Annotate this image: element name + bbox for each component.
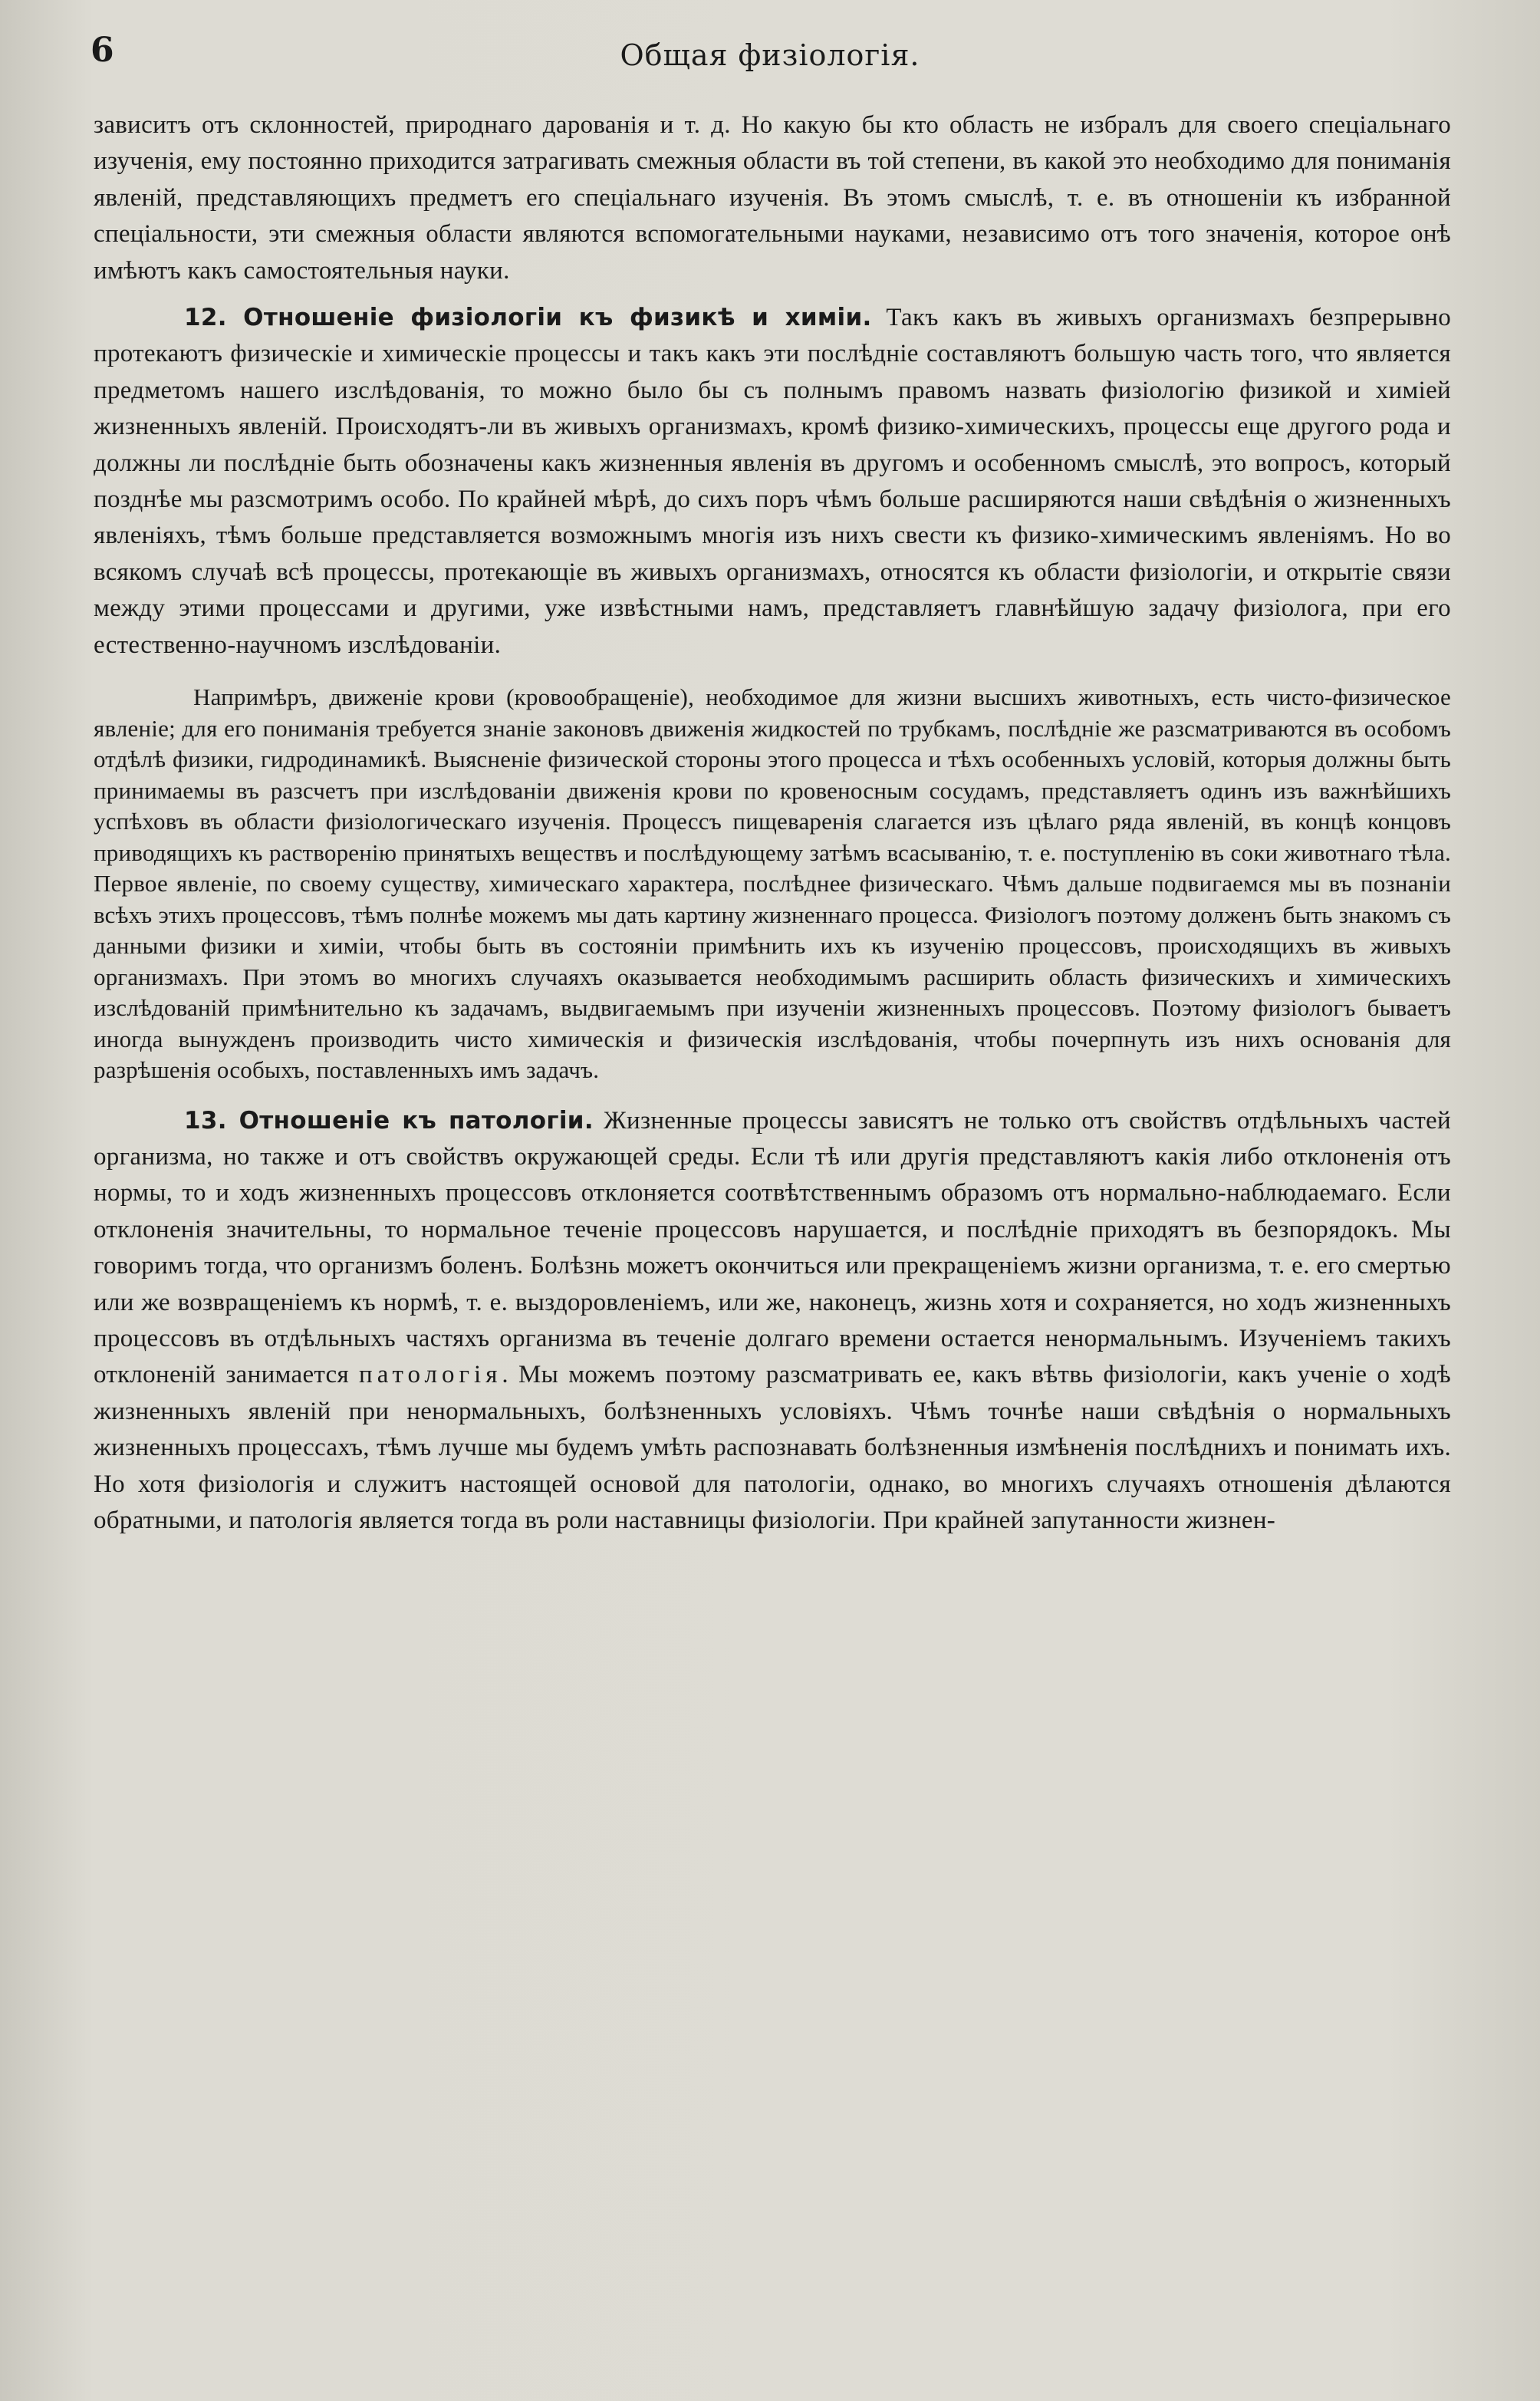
pathology-term: патологія — [359, 1361, 502, 1389]
section-13-text-before: Жизненные процессы зависятъ не только отъ свойствъ отдѣльныхъ частей организма, но также и отъ свойствъ окружающей среды. Если тѣ или другія представляютъ какія либо отклоненія отъ нормы, то и ходъ жизненныхъ процессовъ отклоняется соотвѣтственнымъ образомъ отъ нормально-наблюдаемаго. Если отклоненія значительны, то нормальное теченіе процессовъ нарушается, и послѣдніе приходятъ въ безпорядокъ. Мы говоримъ тогда, что организмъ боленъ. Болѣзнь можетъ окончиться или прекращеніемъ жизни организма, т. е. его смертью или же возвращеніемъ къ нормѣ, т. е. выздоровленіемъ, или же, наконецъ, жизнь хотя и сохраняется, но ходъ жизненныхъ процессовъ въ отдѣльныхъ частяхъ организма въ теченіе долгаго времени остается ненормальнымъ. Изученіемъ такихъ отклоненій занимается — [94, 1106, 1451, 1389]
section-12-heading: 12. Отношеніе физіологіи къ физикѣ и химіи. — [184, 304, 872, 332]
section-12-paragraph — [94, 300, 1451, 664]
section-13-paragraph — [94, 1103, 1451, 1540]
section-13-heading: 13. Отношеніе къ патологіи. — [184, 1106, 594, 1135]
running-head: Общая физіологія. — [620, 38, 920, 72]
page-body — [94, 107, 1451, 1539]
paragraph-continued: зависитъ отъ склонностей, природнаго дарованія и т. д. Но какую бы кто область не избралъ для своего спеціальнаго изученія, ему постоянно приходится затрагивать смежныя области въ той степени, въ какой это необходимо для пониманія явленій, представляющихъ предметъ его спеціальнаго изученія. Въ этомъ смыслѣ, т. е. въ отношеніи къ избранной спеціальности, эти смежныя области являются вспомогательными науками, независимо отъ того значенія, которое онѣ имѣютъ какъ самостоятельныя науки. — [94, 111, 1451, 285]
section-12-text: Такъ какъ въ живыхъ организмахъ безпрерывно протекаютъ физическіе и химическіе процессы и такъ какъ эти послѣдніе составляютъ большую часть того, что является предметомъ нашего изслѣдованія, то можно было бы съ полнымъ правомъ назвать физіологію физикой и химіей жизненныхъ явленій. Происходятъ-ли въ живыхъ организмахъ, кромѣ физико-химическихъ, процессы еще другого рода и должны ли послѣдніе быть обозначены какъ жизненныя явленія въ другомъ и особенномъ смыслѣ, это вопросъ, который позднѣе мы разсмотримъ особо. По крайней мѣрѣ, до сихъ поръ чѣмъ больше расширяются наши свѣдѣнія о жизненныхъ явленіяхъ, тѣмъ больше представляется возможнымъ многія изъ нихъ свести къ физико-химическимъ явленіямъ. Но во всякомъ случаѣ всѣ процессы, протекающіе въ живыхъ организмахъ, относятся къ области физіологіи, и открытіе связи между этими процессами и другими, уже извѣстными намъ, представляетъ главнѣйшую задачу физіолога, при его естественно-научномъ изслѣдованіи. — [94, 304, 1451, 659]
section-12-note: Напримѣръ, движеніе крови (кровообращеніе), необходимое для жизни высшихъ животныхъ, есть чисто-физическое явленіе; для его пониманія требуется знаніе законовъ движенія жидкостей по трубкамъ, послѣдніе же разсматриваются въ особомъ отдѣлѣ физики, гидродинамикѣ. Выясненіе физической стороны этого процесса и тѣхъ особенныхъ условій, которыя должны быть принимаемы въ разсчетъ при изслѣдованіи движенія крови по кровеносным сосудамъ, представляетъ одинъ изъ важнѣйшихъ успѣховъ въ области физіологическаго изученія. Процессъ пищеваренія слагается изъ цѣлаго ряда явленій, въ концѣ концовъ приводящихъ къ раствоpeнію принятыхъ веществъ и послѣдующему затѣмъ всасыванію, т. е. поступленію въ соки животнаго тѣла. Первое явленіе, по своему существу, химическаго характера, послѣднее физическаго. Чѣмъ дальше подвигаемся мы въ познаніи всѣхъ этихъ процессовъ, тѣмъ полнѣе можемъ мы дать картину жизненнаго процесса. Физіологъ поэтому долженъ быть знакомъ съ данными физики и химіи, чтобы быть въ состояніи примѣнить ихъ къ изученію процессовъ, происходящихъ въ живыхъ организмахъ. При этомъ во многихъ случаяхъ оказывается необходимымъ расширить область физическихъ и химическихъ изслѣдованій примѣнительно къ задачамъ, выдвигаемымъ при изученіи жизненныхъ процессовъ. Поэтому физіологъ бываетъ иногда вынужденъ производить чисто химическія и физическія изслѣдованія, чтобы почерпнуть изъ нихъ основанія для разрѣшенія особыхъ, поставленныхъ имъ задачъ. — [94, 683, 1451, 1084]
section-13-text-after: . Мы можемъ поэтому разсматривать ее, какъ вѣтвь физіологіи, какъ ученіе о ходѣ жизненныхъ явленій при ненормальныхъ, болѣзненныхъ условіяхъ. Чѣмъ точнѣе наши свѣдѣнія о нормальныхъ жизненныхъ процессахъ, тѣмъ лучше мы будемъ умѣть распознавать болѣзненныя измѣненія послѣднихъ и понимать ихъ. Но хотя физіологія и служитъ настоящей основой для патологіи, однако, во многихъ случаяхъ отношенія дѣлаются обратными, и патологія является тогда въ роли наставницы физіологіи. При крайней запутанности жизнен- — [94, 1361, 1452, 1535]
page-number: 6 — [90, 31, 114, 70]
